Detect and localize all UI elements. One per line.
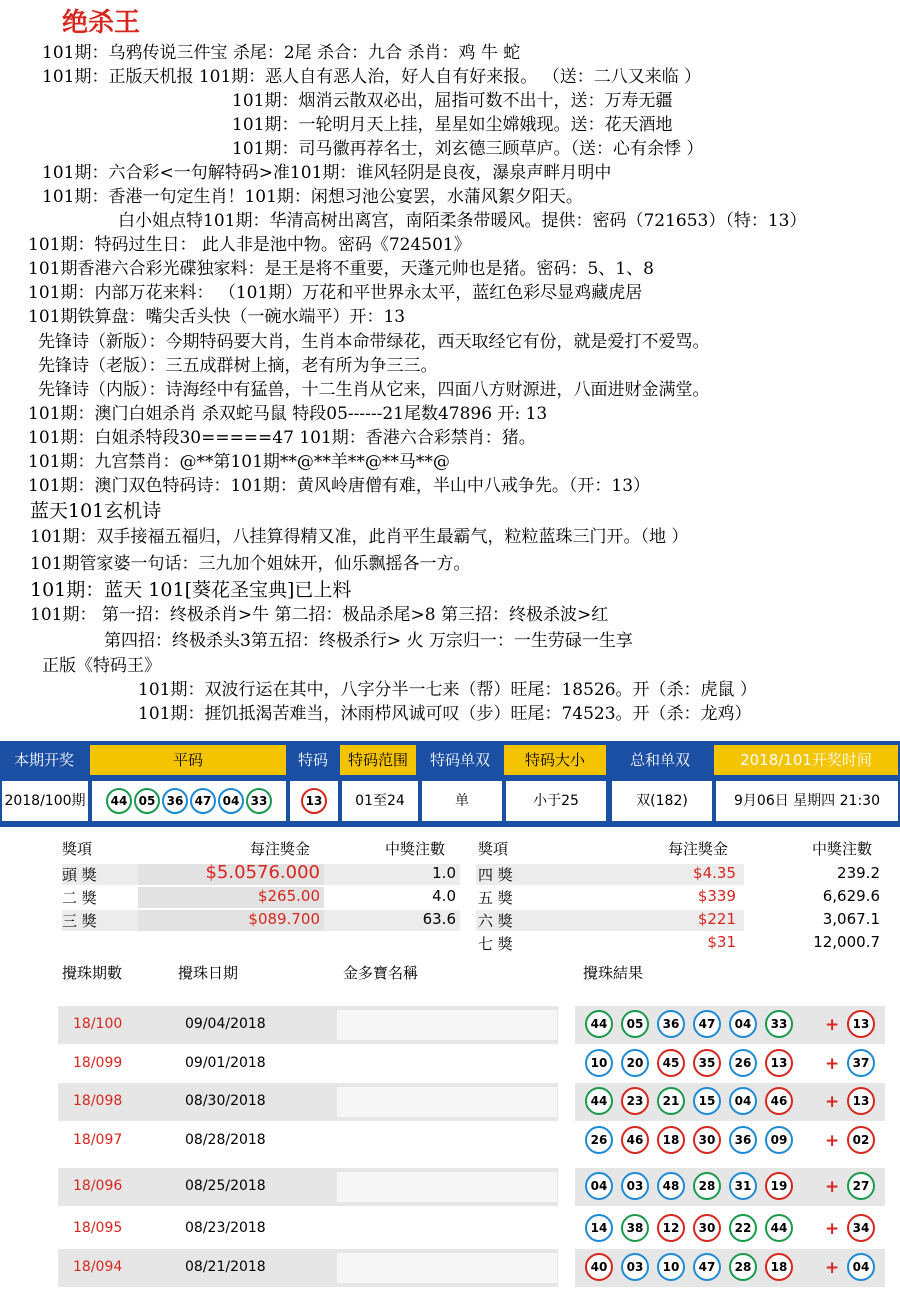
history-header: 金多寶名稱	[343, 964, 419, 982]
text-line: 101期：正版天机报 101期：恶人自有恶人治，好人自有好来报。 （送：二八又来临 ）	[42, 67, 702, 87]
history-ball: 18	[765, 1253, 793, 1281]
prize-header: 獎項	[62, 840, 93, 858]
history-ball: 46	[621, 1126, 649, 1154]
plus-sign: +	[825, 1177, 840, 1197]
jackpot-name-cell	[337, 1049, 557, 1079]
number-ball: 05	[134, 788, 160, 814]
text-line: 101期：蓝天 101[葵花圣宝典]已上料	[30, 579, 352, 601]
history-ball: 05	[621, 1010, 649, 1038]
text-line: 101期：乌鸦传说三件宝 杀尾：2尾 杀合：九合 杀肖：鸡 牛 蛇	[42, 43, 521, 63]
prize-amount: $265.00	[257, 887, 320, 905]
history-special-ball: 04	[847, 1253, 875, 1281]
history-ball: 31	[729, 1172, 757, 1200]
history-date: 09/01/2018	[185, 1055, 266, 1071]
history-ball: 30	[693, 1214, 721, 1242]
history-ball: 22	[729, 1214, 757, 1242]
text-line: 101期铁算盘：嘴尖舌头快（一碗水端平）开：13	[28, 307, 406, 327]
history-ball: 10	[585, 1049, 613, 1077]
page-title: 绝杀王	[62, 8, 141, 38]
history-ball: 26	[729, 1049, 757, 1077]
results-header: 总和单双	[610, 745, 710, 775]
plus-sign: +	[825, 1258, 840, 1278]
prize-count: 12,000.7	[813, 933, 880, 951]
period-cell: 2018/100期	[2, 781, 88, 821]
text-line: 101期：白姐杀特段30=====47 101期：香港六合彩禁肖：猪。	[28, 428, 536, 448]
text-line: 101期：九宫禁肖：@**第101期**@**羊**@**马**@	[28, 452, 450, 472]
results-header: 2018/101开奖时间	[714, 745, 898, 775]
history-ball: 33	[765, 1010, 793, 1038]
history-ball: 03	[621, 1172, 649, 1200]
text-line: 先锋诗（内版）：诗海经中有猛兽，十二生肖从它来，四面八方财源进，八面进财金满堂。	[38, 380, 710, 400]
history-ball: 14	[585, 1214, 613, 1242]
plus-sign: +	[825, 1015, 840, 1035]
jackpot-name-cell	[337, 1087, 557, 1117]
text-line: 101期：烟消云散双必出，屈指可数不出十，送：万寿无疆	[232, 91, 673, 111]
text-line: 101期：内部万花来料： （101期）万花和平世界永太平，蓝红色彩尽显鸡藏虎居	[28, 283, 643, 303]
range-cell: 01至24	[342, 781, 418, 821]
text-line: 101期：司马徽再荐名士，刘玄德三顾草庐。（送：心有余悸 ）	[232, 139, 704, 159]
plus-sign: +	[825, 1092, 840, 1112]
prize-amount: $089.700	[248, 910, 320, 928]
history-header: 攪珠結果	[583, 964, 644, 982]
history-ball: 44	[585, 1010, 613, 1038]
prize-count: 3,067.1	[822, 910, 880, 928]
prize-count: 6,629.6	[822, 887, 880, 905]
text-line: 蓝天101玄机诗	[30, 500, 162, 522]
history-date: 08/21/2018	[185, 1259, 266, 1275]
text-line: 101期：双手接福五福归，八挂算得精又准，此肖平生最霸气，粒粒蓝珠三门开。（地 ）	[30, 527, 689, 547]
number-ball: 33	[246, 788, 272, 814]
history-row	[0, 1083, 900, 1121]
number-ball: 36	[162, 788, 188, 814]
jackpot-name-cell	[337, 1253, 557, 1283]
history-ball: 35	[693, 1049, 721, 1077]
history-ball: 10	[657, 1253, 685, 1281]
history-ball: 19	[765, 1172, 793, 1200]
number-ball: 44	[106, 788, 132, 814]
history-header: 攪珠期數	[62, 964, 123, 982]
prize-name: 三 獎	[62, 912, 97, 930]
prize-name: 七 獎	[478, 935, 513, 953]
history-ball: 45	[657, 1049, 685, 1077]
history-special-ball: 37	[847, 1049, 875, 1077]
history-row	[0, 1168, 900, 1206]
text-line: 101期：澳门白姐杀肖 杀双蛇马鼠 特段05------21尾数47896 开: 13	[28, 404, 548, 424]
history-ball: 04	[729, 1087, 757, 1115]
history-row	[0, 1122, 900, 1160]
history-period: 18/094	[73, 1259, 123, 1275]
history-date: 08/28/2018	[185, 1132, 266, 1148]
results-header: 本期开奖	[2, 745, 86, 775]
results-header: 特码单双	[420, 745, 500, 775]
plus-sign: +	[825, 1054, 840, 1074]
history-ball: 30	[693, 1126, 721, 1154]
prize-name: 六 獎	[478, 912, 513, 930]
results-header: 特码大小	[504, 745, 606, 775]
history-row	[0, 1249, 900, 1287]
prize-amount: $31	[707, 933, 736, 951]
number-ball: 04	[218, 788, 244, 814]
number-ball: 47	[190, 788, 216, 814]
jackpot-name-cell	[337, 1010, 557, 1040]
history-ball: 47	[693, 1010, 721, 1038]
history-ball: 44	[765, 1214, 793, 1242]
prize-count: 63.6	[422, 910, 456, 928]
plus-sign: +	[825, 1219, 840, 1239]
text-line: 白小姐点特101期：华清高树出离宫，南陌柔条带暖风。提供：密码（721653）（特：13）	[118, 211, 807, 231]
prize-name: 頭 獎	[62, 866, 97, 884]
results-header: 特码范围	[340, 745, 416, 775]
regular-numbers-cell	[92, 781, 286, 821]
history-ball: 36	[729, 1126, 757, 1154]
history-special-ball: 13	[847, 1010, 875, 1038]
plus-sign: +	[825, 1131, 840, 1151]
results-table	[0, 741, 900, 827]
history-ball: 26	[585, 1126, 613, 1154]
text-line: 101期香港六合彩光碟独家料：是王是将不重要，天蓬元帅也是猪。密码：5、1、8	[28, 259, 654, 279]
prize-amount: $339	[697, 887, 736, 905]
history-ball: 13	[765, 1049, 793, 1077]
history-ball: 21	[657, 1087, 685, 1115]
jackpot-name-cell	[337, 1172, 557, 1202]
text-line: 101期管家婆一句话：三九加个姐妹开，仙乐飘摇各一方。	[30, 554, 471, 574]
text-line: 第四招：终极杀头3第五招：终极杀行> 火 万宗归一：一生劳碌一生享	[104, 631, 633, 651]
prize-amount: $4.35	[693, 864, 736, 882]
history-period: 18/099	[73, 1055, 123, 1071]
history-special-ball: 27	[847, 1172, 875, 1200]
prize-header: 中獎注數	[812, 840, 873, 858]
special-ball: 13	[301, 788, 327, 814]
history-ball: 12	[657, 1214, 685, 1242]
history-ball: 20	[621, 1049, 649, 1077]
jackpot-name-cell	[337, 1126, 557, 1156]
prize-count: 1.0	[432, 864, 456, 882]
history-special-ball: 02	[847, 1126, 875, 1154]
text-line: 正版《特码王》	[42, 656, 161, 676]
prize-count: 4.0	[432, 887, 456, 905]
history-row	[0, 1210, 900, 1248]
history-period: 18/097	[73, 1132, 123, 1148]
history-period: 18/098	[73, 1093, 123, 1109]
history-period: 18/100	[73, 1016, 123, 1032]
prize-count: 239.2	[837, 864, 880, 882]
history-period: 18/095	[73, 1220, 123, 1236]
history-date: 08/30/2018	[185, 1093, 266, 1109]
prize-name: 二 獎	[62, 889, 97, 907]
history-special-ball: 34	[847, 1214, 875, 1242]
history-row	[0, 1045, 900, 1083]
text-line: 101期：捱饥抵渴苦难当，沐雨栉风诚可叹（步）旺尾：74523。开（杀：龙鸡）	[138, 704, 752, 724]
prize-header: 每注獎金	[668, 840, 729, 858]
prize-header: 獎項	[478, 840, 509, 858]
prize-name: 五 獎	[478, 889, 513, 907]
text-line: 101期：六合彩<一句解特码>准101期：谁风轻阴是良夜，瀑泉声畔月明中	[42, 163, 612, 183]
prize-amount: $5.0576.000	[205, 862, 320, 883]
history-ball: 04	[729, 1010, 757, 1038]
text-line: 101期：双波行运在其中，八字分半一七来（帮）旺尾：18526。开（杀：虎鼠 ）	[138, 680, 757, 700]
history-ball: 23	[621, 1087, 649, 1115]
history-ball: 18	[657, 1126, 685, 1154]
size-cell: 小于25	[506, 781, 606, 821]
prize-header: 每注獎金	[250, 840, 311, 858]
history-ball: 28	[729, 1253, 757, 1281]
special-number-cell	[290, 781, 338, 821]
history-ball: 38	[621, 1214, 649, 1242]
text-line: 101期：澳门双色特码诗：101期：黄风岭唐僧有难，半山中八戒争先。（开：13）	[28, 476, 651, 496]
text-line: 101期：一轮明月天上挂，星星如尘嫦娥现。送：花天酒地	[232, 115, 673, 135]
odd-even-cell: 单	[422, 781, 502, 821]
history-ball: 28	[693, 1172, 721, 1200]
prize-name: 四 獎	[478, 866, 513, 884]
text-line: 101期：香港一句定生肖！101期：闲想习池公宴罢，水蒲风絮夕阳天。	[42, 187, 583, 207]
history-ball: 36	[657, 1010, 685, 1038]
sum-cell: 双(182)	[612, 781, 712, 821]
history-ball: 40	[585, 1253, 613, 1281]
history-row	[0, 1006, 900, 1044]
history-header: 攪珠日期	[178, 964, 239, 982]
history-ball: 48	[657, 1172, 685, 1200]
results-header: 特码	[288, 745, 338, 775]
text-line: 先锋诗（新版）：今期特码要大肖，生肖本命带绿花，西天取经它有份，就是爱打不爱骂。	[38, 332, 710, 352]
text-line: 101期：特码过生日： 此人非是池中物。密码《724501》	[28, 235, 471, 255]
jackpot-name-cell	[337, 1214, 557, 1244]
history-ball: 09	[765, 1126, 793, 1154]
history-period: 18/096	[73, 1178, 123, 1194]
history-ball: 46	[765, 1087, 793, 1115]
next-time-cell: 9月06日 星期四 21:30	[716, 781, 898, 821]
history-ball: 15	[693, 1087, 721, 1115]
history-special-ball: 13	[847, 1087, 875, 1115]
history-date: 08/25/2018	[185, 1178, 266, 1194]
history-ball: 44	[585, 1087, 613, 1115]
text-line: 101期： 第一招：终极杀肖>牛 第二招：极品杀尾>8 第三招：终极杀波>红	[30, 605, 609, 625]
text-line: 先锋诗（老版）：三五成群树上摘，老有所为争三三。	[38, 356, 438, 376]
prize-header: 中獎注數	[385, 840, 446, 858]
history-date: 08/23/2018	[185, 1220, 266, 1236]
history-ball: 47	[693, 1253, 721, 1281]
prize-amount: $221	[697, 910, 736, 928]
results-header: 平码	[90, 745, 286, 775]
history-ball: 03	[621, 1253, 649, 1281]
history-date: 09/04/2018	[185, 1016, 266, 1032]
history-ball: 04	[585, 1172, 613, 1200]
